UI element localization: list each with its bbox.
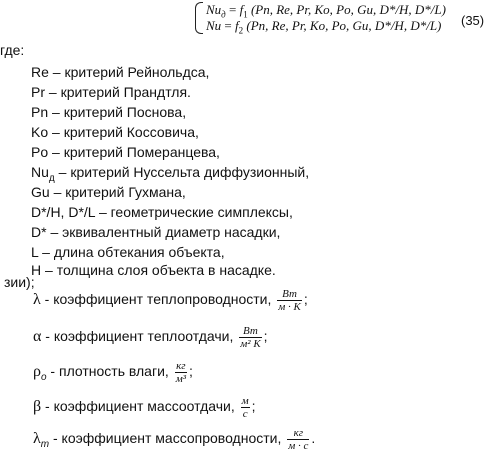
definition-re — [31, 64, 209, 80]
definition-term: Re — [31, 64, 49, 80]
definition-gu — [31, 184, 186, 200]
definition-term: Pr — [31, 84, 45, 100]
definition-text: – критерий Рейнольдса, — [48, 64, 210, 80]
unit-numerator: м — [241, 395, 249, 407]
eq1-func: f — [239, 2, 244, 17]
where-label: где: — [0, 42, 25, 58]
definition-text: – критерий Нуссельта диффузионный, — [54, 164, 310, 180]
eq2-args: (Pn, Re, Pr, Ko, Po, Gu, D*/H, D*/L) — [246, 18, 442, 33]
definition-pn — [31, 104, 186, 120]
unit-denominator: м · с — [288, 440, 309, 452]
property-moisture-density — [33, 360, 193, 385]
property-symbol-sub: o — [40, 372, 47, 383]
definition-text: – геометрические симплексы, — [95, 204, 293, 220]
eq2-func: f — [235, 18, 239, 33]
definition-nu — [31, 164, 309, 184]
property-symbol: λ — [33, 430, 41, 448]
equation-brace — [195, 2, 203, 34]
definition-h — [31, 262, 276, 278]
definition-text: – критерий Прандтля. — [45, 84, 191, 100]
unit-fraction — [277, 288, 302, 313]
unit-fraction — [287, 427, 309, 452]
unit-numerator: кг — [287, 427, 309, 440]
definition-simplexes — [31, 204, 293, 220]
property-end: ; — [263, 328, 268, 345]
unit-denominator: м² К — [240, 338, 261, 350]
property-text: - коэффициент массопроводности, — [49, 430, 282, 447]
eq1-lhs-sub: д — [221, 9, 226, 20]
definition-d-star — [31, 224, 280, 240]
property-symbol: β — [33, 398, 42, 416]
unit-denominator: м · К — [278, 301, 301, 313]
eq1-func-sub: 1 — [243, 9, 248, 20]
unit-fraction — [175, 360, 187, 385]
equation-line-2: $Nu = f_2$ (Pn, Re, Pr, Ko, Po, Gu, D*/H, D*/L) — [206, 18, 442, 36]
eq2-lhs: Nu — [206, 18, 222, 33]
property-mass-transfer — [33, 395, 256, 420]
unit-numerator: Вт — [239, 325, 261, 338]
definition-term: L — [31, 244, 39, 260]
unit-fraction — [241, 395, 250, 420]
property-symbol: λ — [33, 291, 41, 309]
property-end: . — [311, 430, 316, 447]
property-symbol: ρ — [33, 363, 41, 381]
property-text: - коэффициент теплоотдачи, — [41, 328, 234, 345]
definition-pr — [31, 84, 191, 100]
cut-text-fragment: зии); — [4, 274, 35, 290]
definition-term: Gu — [31, 184, 50, 200]
property-heat-transfer — [33, 325, 268, 350]
eq1-lhs: Nu — [206, 2, 222, 17]
definition-ko — [31, 124, 199, 140]
property-text: - коэффициент массоотдачи, — [41, 398, 235, 415]
unit-denominator: с — [242, 408, 248, 420]
definition-po — [31, 144, 220, 160]
eq2-func-sub: 2 — [238, 25, 244, 36]
property-mass-conductivity — [33, 427, 315, 452]
property-end: ; — [251, 398, 256, 415]
equation-number: (35) — [461, 13, 485, 28]
definition-term: Nu — [31, 164, 49, 180]
definition-term-sub: д — [48, 172, 55, 184]
unit-numerator: кг — [176, 360, 186, 372]
property-text: - плотность влаги, — [46, 363, 169, 380]
property-thermal-conductivity — [33, 288, 308, 313]
definition-term: H — [31, 262, 42, 278]
property-text: - коэффициент теплопроводности, — [40, 291, 272, 308]
definition-term: Ko — [31, 124, 49, 140]
property-symbol: α — [33, 328, 42, 346]
definition-text: – длина обтекания объекта, — [38, 244, 225, 260]
property-end: ; — [303, 291, 308, 308]
definition-text: – эквивалентный диаметр насадки, — [46, 224, 281, 240]
definition-text: – толщина слоя объекта в насадке. — [41, 262, 276, 278]
definition-term: Po — [31, 144, 49, 160]
definition-term: Pn — [31, 104, 49, 120]
unit-fraction — [239, 325, 261, 350]
equation-line-1: $Nu_д = f_1$ (Pn, Re, Pr, Ko, Po, Gu, D*/H, D*/L) — [206, 2, 446, 20]
definition-text: – критерий Поснова, — [48, 104, 187, 120]
definition-l — [31, 244, 225, 260]
definition-term: D*/H, D*/L — [31, 204, 96, 220]
definition-text: – критерий Гухмана, — [49, 184, 186, 200]
unit-numerator: Вт — [277, 288, 302, 301]
definition-text: – критерий Коссовича, — [48, 124, 199, 140]
property-end: ; — [189, 363, 193, 380]
property-symbol-sub: m — [40, 439, 50, 450]
eq1-args: (Pn, Re, Pr, Ko, Po, Gu, D*/H, D*/L) — [250, 2, 446, 17]
definition-text: – критерий Померанцева, — [48, 144, 220, 160]
definition-term: D* — [31, 224, 47, 240]
unit-denominator: м³ — [175, 373, 187, 385]
